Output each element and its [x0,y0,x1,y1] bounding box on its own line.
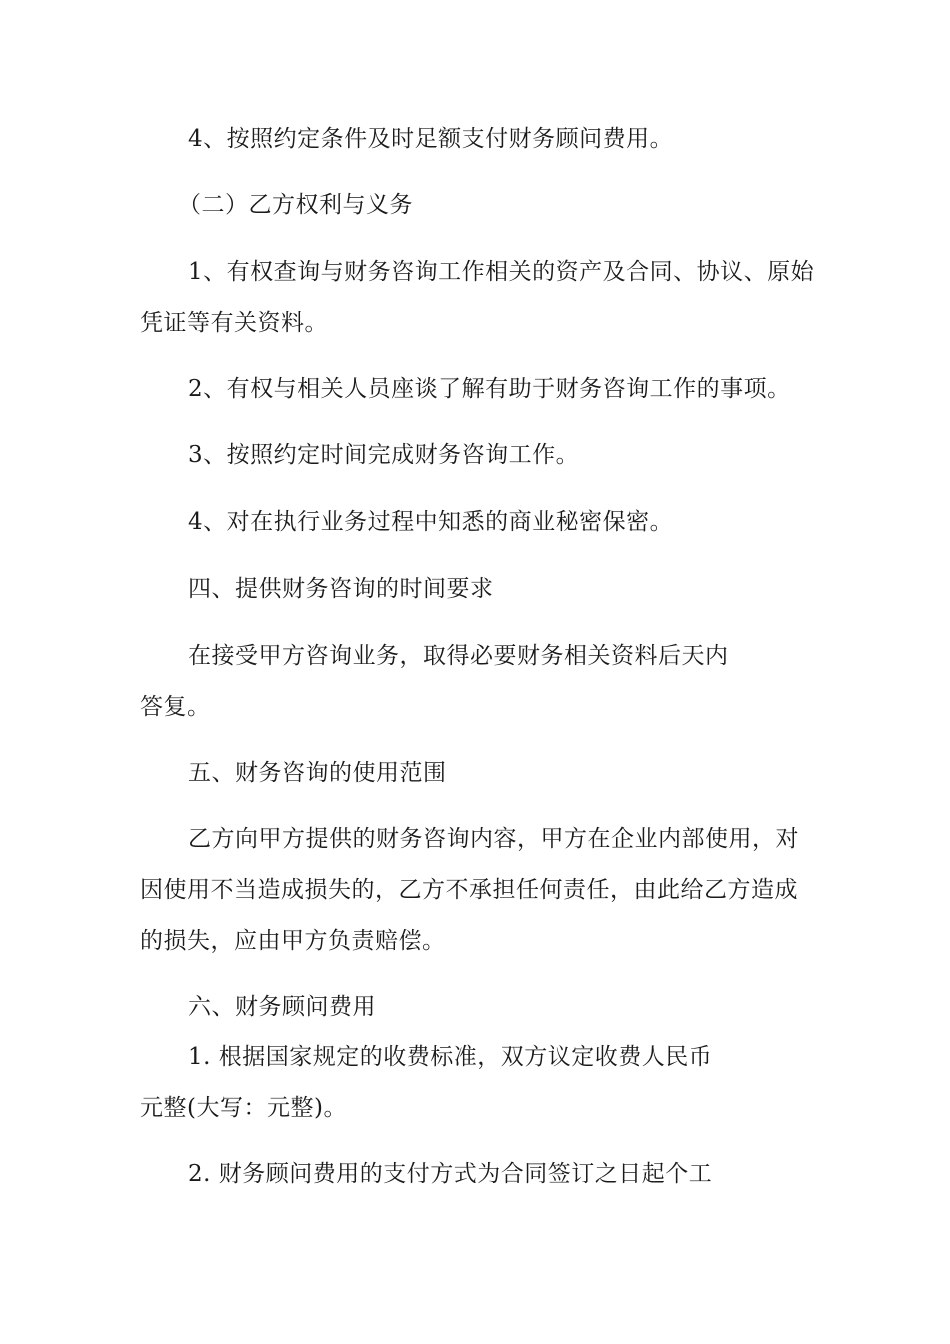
paragraph-time-requirement-line2: 答复。 [140,694,211,720]
paragraph-party-b-right-2: 2、有权与相关人员座谈了解有助于财务咨询工作的事项。 [188,376,791,402]
paragraph-party-b-right-3: 3、按照约定时间完成财务咨询工作。 [188,442,580,468]
paragraph-fee-1-line2: 元整(大写：元整)。 [140,1095,347,1121]
paragraph-party-b-right-1-line1: 1、有权查询与财务咨询工作相关的资产及合同、协议、原始 [188,259,815,285]
paragraph-usage-scope-line2: 因使用不当造成损失的，乙方不承担任何责任，由此给乙方造成 [140,877,798,903]
paragraph-usage-scope-line1: 乙方向甲方提供的财务咨询内容，甲方在企业内部使用，对 [188,826,799,852]
paragraph-party-b-right-4: 4、对在执行业务过程中知悉的商业秘密保密。 [188,509,674,535]
paragraph-fee-1-line1: 1. 根据国家规定的收费标准，双方议定收费人民币 [188,1044,713,1070]
paragraph-fee-2-line1: 2. 财务顾问费用的支付方式为合同签订之日起个工 [188,1161,713,1187]
section-heading-usage-scope: 五、财务咨询的使用范围 [188,760,447,786]
section-heading-time-requirement: 四、提供财务咨询的时间要求 [188,576,494,602]
paragraph-usage-scope-line3: 的损失，应由甲方负责赔偿。 [140,928,446,954]
section-heading-advisory-fee: 六、财务顾问费用 [188,994,376,1020]
paragraph-party-b-right-1-line2: 凭证等有关资料。 [140,310,328,336]
section-heading-party-b-rights: （二）乙方权利与义务 [178,192,413,218]
paragraph-time-requirement-line1: 在接受甲方咨询业务，取得必要财务相关资料后天内 [188,643,729,669]
paragraph-party-a-obligation-4: 4、按照约定条件及时足额支付财务顾问费用。 [188,126,674,152]
